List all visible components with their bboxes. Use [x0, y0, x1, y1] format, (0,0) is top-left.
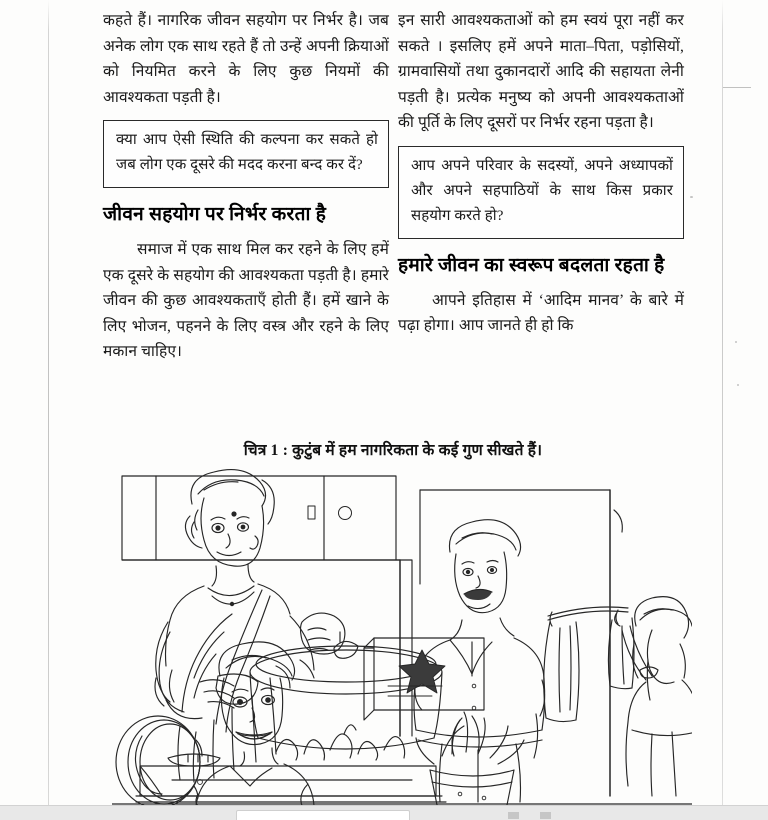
question-box-right-text: आप अपने परिवार के सदस्यों, अपने अध्यापकों और अपने सहपाठियों के साथ किस प्रकार सहयोग करते हो? [411, 157, 673, 224]
section-heading-left: जीवन सहयोग पर निर्भर करता है [103, 204, 327, 225]
tray-icon [116, 716, 202, 806]
question-box-right [398, 146, 684, 239]
left-paragraph-2: समाज में एक साथ मिल कर रहने के लिए हमें एक दूसरे के सहयोग की आवश्यकता पड़ती है। हमारे जीवन की कुछ आवश्यकताएँ होती हैं। हमें खाने के लिए भोजन, पहनने के लिए वस्त्र और रहने के लिए मकान चाहिए। [103, 241, 389, 360]
scan-speck [735, 341, 737, 343]
section-heading-right: हमारे जीवन का स्वरूप बदलता रहता है [398, 254, 665, 276]
clothesline-icon [544, 607, 634, 722]
viewer-icon-a[interactable] [508, 812, 519, 819]
cooking-pot-icon [250, 632, 442, 749]
scan-line-artifact-right [722, 0, 723, 806]
text-column-right [398, 8, 684, 345]
stove-icon [136, 754, 446, 802]
scan-line-artifact-left [48, 0, 49, 806]
potted-plant-icon [416, 712, 524, 806]
necklace-icon [208, 586, 254, 596]
scan-tick-artifact [723, 87, 751, 88]
greeting-card-icon [364, 638, 484, 720]
scan-speck [690, 196, 693, 198]
girl-icon [615, 597, 692, 796]
right-paragraph-1: इन सारी आवश्यकताओं को हम स्वयं पूरा नहीं कर सकते । इसलिए हमें अपने माता–पिता, पड़ोसियों, ग्रामवासियों तथा दुकानदारों आदि की सहायता लेनी पड़ती है। प्रत्येक मनुष्य को अपनी आवश्यकताओं की पूर्ति के लिए दूसरों पर निर्भर रहना पड़ता है। [398, 12, 684, 131]
flame-icon [276, 725, 405, 760]
text-column-left [103, 8, 389, 371]
viewer-input-field[interactable] [236, 810, 410, 820]
figure-caption: चित्र 1 : कुटुंब में हम नागरिकता के कई गुण सीखते हैं। [243, 442, 543, 459]
scan-speck [737, 384, 739, 386]
viewer-icon-b[interactable] [540, 812, 551, 819]
left-paragraph-1: कहते हैं। नागरिक जीवन सहयोग पर निर्भर है। जब अनेक लोग एक साथ रहते हैं तो उन्हें अपनी क्रियाओं को नियमित करने के लिए कुछ नियमों की आवश्यकता पड़ती है। [103, 12, 389, 106]
question-box-left [103, 120, 389, 188]
room-doorway [420, 490, 622, 796]
father-icon [414, 520, 545, 802]
family-illustration [112, 464, 692, 806]
question-box-left-text: क्या आप ऐसी स्थिति की कल्पना कर सकते हो जब लोग एक दूसरे की मदद करना बन्द कर दें? [116, 132, 378, 173]
right-paragraph-2: आपने इतिहास में ‘आदिम मानव’ के बारे में पढ़ा होगा। आप जानते ही हो कि [398, 291, 684, 334]
viewer-toolbar[interactable] [0, 805, 768, 820]
